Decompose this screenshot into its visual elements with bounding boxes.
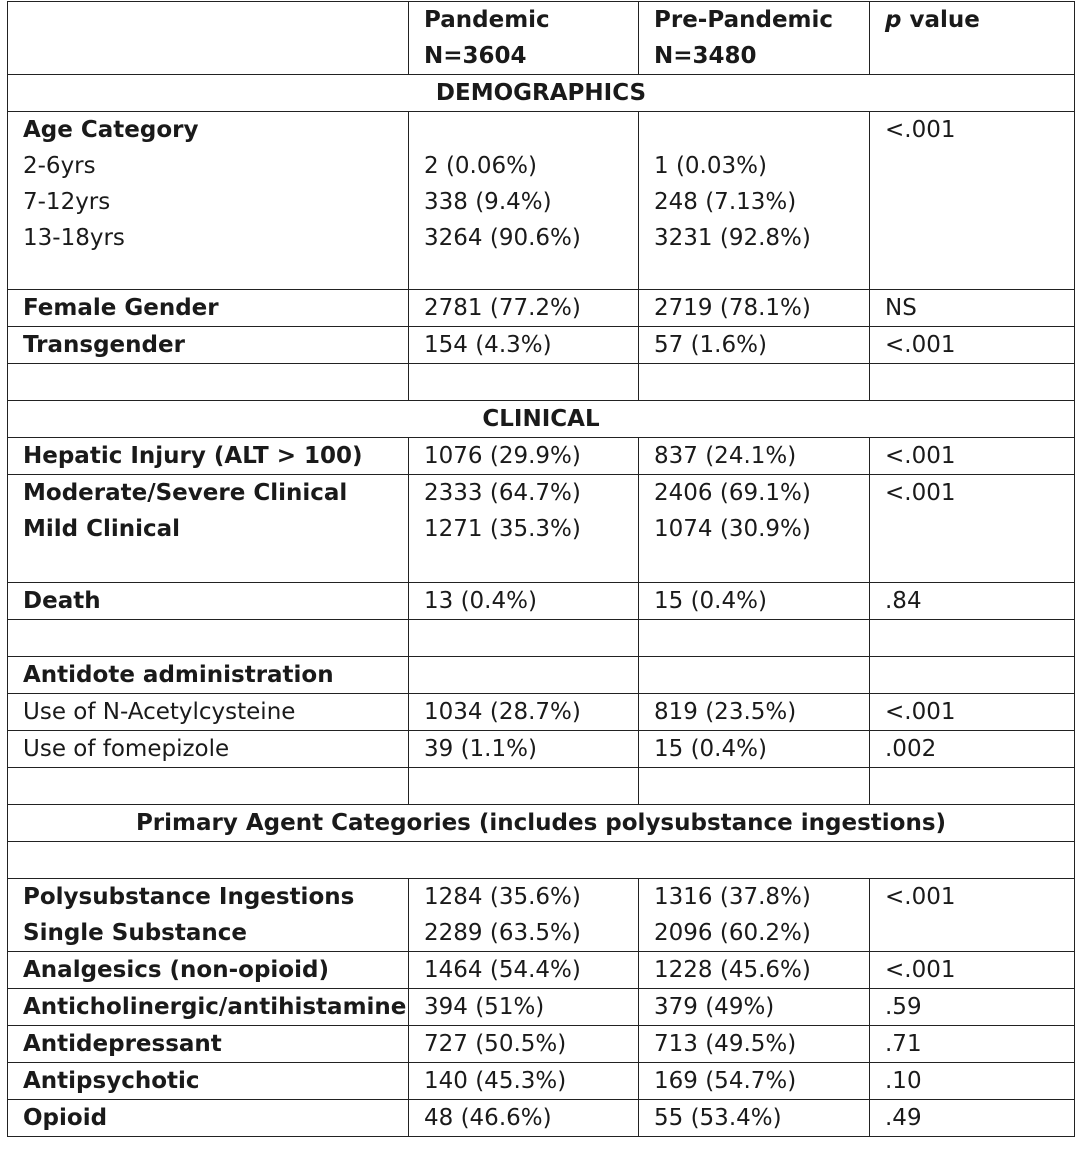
nac-label: Use of N-Acetylcysteine bbox=[8, 694, 409, 731]
agent-label: Antidepressant bbox=[8, 1026, 409, 1063]
female-gender-row bbox=[8, 290, 1075, 327]
clinical-severity-labels: Moderate/Severe Clinical Mild Clinical bbox=[8, 475, 409, 583]
nac-prepandemic: 819 (23.5%) bbox=[639, 694, 870, 731]
agent-row bbox=[8, 1026, 1075, 1063]
transgender-p: <.001 bbox=[870, 327, 1075, 364]
substance-labels: Polysubstance Ingestions Single Substance bbox=[8, 879, 409, 952]
header-blank-cell bbox=[8, 2, 409, 75]
empty-row bbox=[8, 364, 1075, 401]
section-demographics-row bbox=[8, 75, 1075, 112]
agent-p: .59 bbox=[870, 989, 1075, 1026]
agent-row bbox=[8, 1063, 1075, 1100]
clinical-severity-row bbox=[8, 475, 1075, 583]
agent-prepandemic: 379 (49%) bbox=[639, 989, 870, 1026]
agent-p: .49 bbox=[870, 1100, 1075, 1137]
age-category-pandemic: 2 (0.06%) 338 (9.4%) 3264 (90.6%) bbox=[409, 112, 639, 290]
agent-row bbox=[8, 989, 1075, 1026]
agent-label: Anticholinergic/antihistamine bbox=[8, 989, 409, 1026]
death-prepandemic: 15 (0.4%) bbox=[639, 583, 870, 620]
age-category-p: <.001 bbox=[870, 112, 1075, 290]
nac-p: <.001 bbox=[870, 694, 1075, 731]
hepatic-injury-pandemic: 1076 (29.9%) bbox=[409, 438, 639, 475]
section-agents: Primary Agent Categories (includes polysubstance ingestions) bbox=[8, 805, 1075, 842]
empty-row bbox=[8, 842, 1075, 879]
empty-row bbox=[8, 620, 1075, 657]
transgender-prepandemic: 57 (1.6%) bbox=[639, 327, 870, 364]
header-p-value: p value bbox=[870, 2, 1075, 75]
substance-row bbox=[8, 879, 1075, 952]
agent-prepandemic: 1228 (45.6%) bbox=[639, 952, 870, 989]
comparison-table bbox=[7, 1, 1075, 1137]
section-agents-row bbox=[8, 805, 1075, 842]
antidote-label: Antidote administration bbox=[8, 657, 409, 694]
agent-p: .71 bbox=[870, 1026, 1075, 1063]
section-clinical-row bbox=[8, 401, 1075, 438]
header-prepandemic: Pre-Pandemic N=3480 bbox=[639, 2, 870, 75]
hepatic-injury-p: <.001 bbox=[870, 438, 1075, 475]
female-gender-p: NS bbox=[870, 290, 1075, 327]
female-gender-label: Female Gender bbox=[8, 290, 409, 327]
clinical-severity-p: <.001 bbox=[870, 475, 1075, 583]
transgender-row bbox=[8, 327, 1075, 364]
agent-pandemic: 140 (45.3%) bbox=[409, 1063, 639, 1100]
age-category-row bbox=[8, 112, 1075, 290]
agent-pandemic: 1464 (54.4%) bbox=[409, 952, 639, 989]
antidote-header-row bbox=[8, 657, 1075, 694]
header-row bbox=[8, 2, 1075, 75]
agent-row bbox=[8, 952, 1075, 989]
section-demographics: DEMOGRAPHICS bbox=[8, 75, 1075, 112]
fomepizole-p: .002 bbox=[870, 731, 1075, 768]
agent-row bbox=[8, 1100, 1075, 1137]
agent-p: <.001 bbox=[870, 952, 1075, 989]
hepatic-injury-label: Hepatic Injury (ALT > 100) bbox=[8, 438, 409, 475]
death-row bbox=[8, 583, 1075, 620]
female-gender-pandemic: 2781 (77.2%) bbox=[409, 290, 639, 327]
agent-prepandemic: 713 (49.5%) bbox=[639, 1026, 870, 1063]
hepatic-injury-row bbox=[8, 438, 1075, 475]
empty-row bbox=[8, 768, 1075, 805]
death-pandemic: 13 (0.4%) bbox=[409, 583, 639, 620]
agent-label: Opioid bbox=[8, 1100, 409, 1137]
age-category-labels: Age Category 2-6yrs 7-12yrs 13-18yrs bbox=[8, 112, 409, 290]
agent-pandemic: 394 (51%) bbox=[409, 989, 639, 1026]
substance-p: <.001 bbox=[870, 879, 1075, 952]
agent-pandemic: 727 (50.5%) bbox=[409, 1026, 639, 1063]
death-p: .84 bbox=[870, 583, 1075, 620]
age-category-prepandemic: 1 (0.03%) 248 (7.13%) 3231 (92.8%) bbox=[639, 112, 870, 290]
clinical-severity-prepandemic: 2406 (69.1%) 1074 (30.9%) bbox=[639, 475, 870, 583]
agent-prepandemic: 169 (54.7%) bbox=[639, 1063, 870, 1100]
fomepizole-row bbox=[8, 731, 1075, 768]
agent-label: Antipsychotic bbox=[8, 1063, 409, 1100]
death-label: Death bbox=[8, 583, 409, 620]
nac-row bbox=[8, 694, 1075, 731]
agent-prepandemic: 55 (53.4%) bbox=[639, 1100, 870, 1137]
fomepizole-pandemic: 39 (1.1%) bbox=[409, 731, 639, 768]
fomepizole-label: Use of fomepizole bbox=[8, 731, 409, 768]
transgender-pandemic: 154 (4.3%) bbox=[409, 327, 639, 364]
transgender-label: Transgender bbox=[8, 327, 409, 364]
agent-p: .10 bbox=[870, 1063, 1075, 1100]
hepatic-injury-prepandemic: 837 (24.1%) bbox=[639, 438, 870, 475]
header-pandemic: Pandemic N=3604 bbox=[409, 2, 639, 75]
section-clinical: CLINICAL bbox=[8, 401, 1075, 438]
female-gender-prepandemic: 2719 (78.1%) bbox=[639, 290, 870, 327]
clinical-severity-pandemic: 2333 (64.7%) 1271 (35.3%) bbox=[409, 475, 639, 583]
agent-pandemic: 48 (46.6%) bbox=[409, 1100, 639, 1137]
fomepizole-prepandemic: 15 (0.4%) bbox=[639, 731, 870, 768]
substance-pandemic: 1284 (35.6%) 2289 (63.5%) bbox=[409, 879, 639, 952]
agent-label: Analgesics (non-opioid) bbox=[8, 952, 409, 989]
nac-pandemic: 1034 (28.7%) bbox=[409, 694, 639, 731]
substance-prepandemic: 1316 (37.8%) 2096 (60.2%) bbox=[639, 879, 870, 952]
